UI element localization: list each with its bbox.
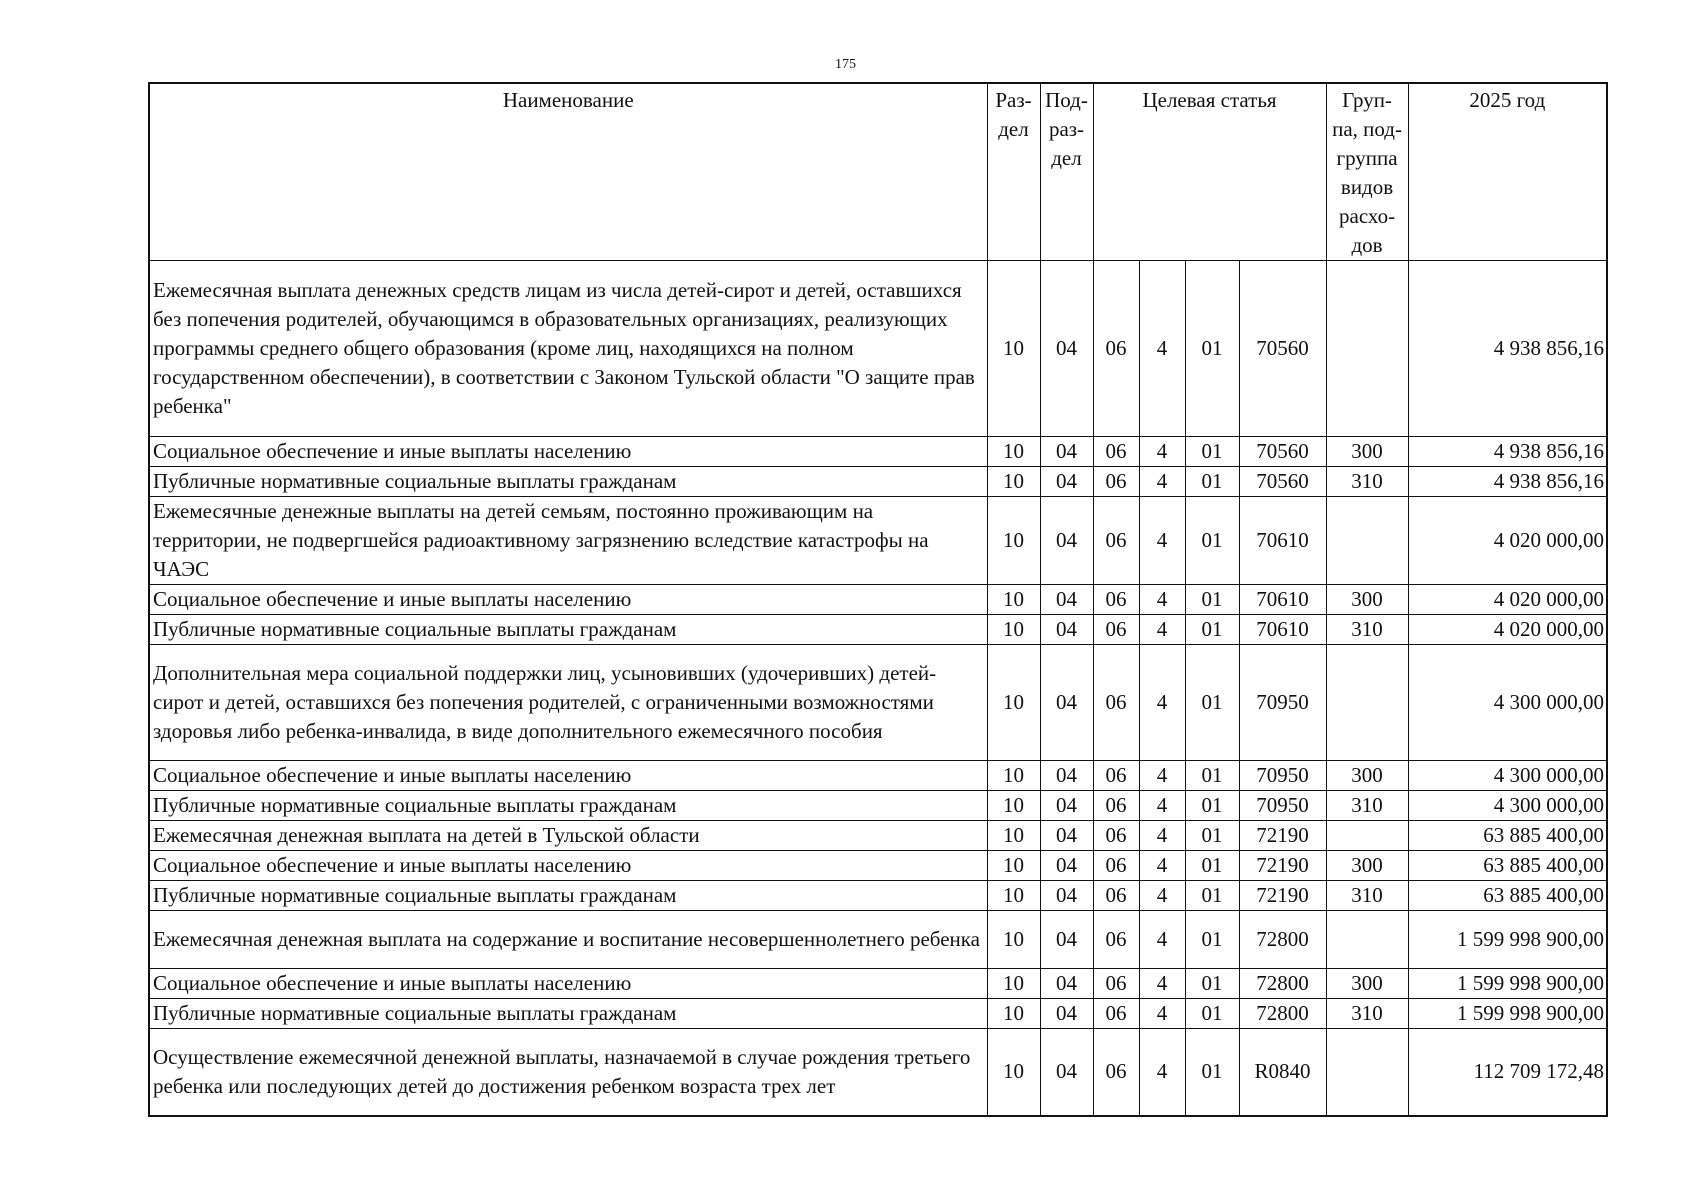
row-subsection: 04 bbox=[1040, 1029, 1093, 1116]
row-section: 10 bbox=[987, 999, 1040, 1029]
row-target-part3: 01 bbox=[1185, 969, 1239, 999]
row-section: 10 bbox=[987, 791, 1040, 821]
row-group: 300 bbox=[1326, 851, 1408, 881]
row-section: 10 bbox=[987, 969, 1040, 999]
row-name: Социальное обеспечение и иные выплаты населению bbox=[149, 585, 987, 615]
table-row bbox=[149, 437, 1607, 467]
row-amount: 4 020 000,00 bbox=[1408, 585, 1607, 615]
header-section bbox=[987, 83, 1040, 261]
row-subsection: 04 bbox=[1040, 821, 1093, 851]
row-group: 310 bbox=[1326, 615, 1408, 645]
row-target-part2: 4 bbox=[1139, 851, 1185, 881]
header-section-text: Раз- дел bbox=[995, 88, 1032, 141]
row-section: 10 bbox=[987, 851, 1040, 881]
row-target-part1: 06 bbox=[1093, 791, 1139, 821]
row-target-part1: 06 bbox=[1093, 261, 1139, 437]
row-name: Публичные нормативные социальные выплаты гражданам bbox=[149, 881, 987, 911]
row-amount: 4 938 856,16 bbox=[1408, 437, 1607, 467]
row-section: 10 bbox=[987, 821, 1040, 851]
row-group bbox=[1326, 821, 1408, 851]
row-group: 310 bbox=[1326, 881, 1408, 911]
row-target-code: 72190 bbox=[1239, 881, 1326, 911]
header-name: Наименование bbox=[149, 83, 987, 261]
row-target-part1: 06 bbox=[1093, 911, 1139, 969]
row-subsection: 04 bbox=[1040, 437, 1093, 467]
row-name: Социальное обеспечение и иные выплаты населению bbox=[149, 761, 987, 791]
row-amount: 112 709 172,48 bbox=[1408, 1029, 1607, 1116]
header-target: Целевая статья bbox=[1093, 83, 1326, 261]
row-target-part3: 01 bbox=[1185, 1029, 1239, 1116]
row-target-part3: 01 bbox=[1185, 761, 1239, 791]
table-row bbox=[149, 645, 1607, 761]
header-group bbox=[1326, 83, 1408, 261]
row-target-part3: 01 bbox=[1185, 615, 1239, 645]
row-target-part1: 06 bbox=[1093, 497, 1139, 585]
row-section: 10 bbox=[987, 881, 1040, 911]
row-amount: 4 020 000,00 bbox=[1408, 615, 1607, 645]
table-body bbox=[149, 261, 1607, 1116]
row-target-part3: 01 bbox=[1185, 437, 1239, 467]
row-target-part1: 06 bbox=[1093, 585, 1139, 615]
row-group bbox=[1326, 645, 1408, 761]
row-target-part2: 4 bbox=[1139, 999, 1185, 1029]
header-group-text: Груп- па, под- группа видов расхо- дов bbox=[1332, 88, 1402, 257]
row-target-code: 72800 bbox=[1239, 999, 1326, 1029]
row-name: Публичные нормативные социальные выплаты гражданам bbox=[149, 615, 987, 645]
row-target-code: 70610 bbox=[1239, 497, 1326, 585]
row-target-part1: 06 bbox=[1093, 999, 1139, 1029]
table-row bbox=[149, 467, 1607, 497]
row-name: Дополнительная мера социальной поддержки лиц, усыновивших (удочеривших) детей-сирот и детей, оставшихся без попечения родителей, с ограниченными возможностями здоровья либо ребенка-инвалида, в виде дополнительного ежемесячного пособия bbox=[149, 645, 987, 761]
row-subsection: 04 bbox=[1040, 911, 1093, 969]
row-group: 300 bbox=[1326, 761, 1408, 791]
table-row bbox=[149, 969, 1607, 999]
row-group: 310 bbox=[1326, 467, 1408, 497]
row-amount: 1 599 998 900,00 bbox=[1408, 911, 1607, 969]
table-row bbox=[149, 261, 1607, 437]
row-target-part2: 4 bbox=[1139, 791, 1185, 821]
table-row bbox=[149, 851, 1607, 881]
row-target-part2: 4 bbox=[1139, 881, 1185, 911]
row-target-part3: 01 bbox=[1185, 999, 1239, 1029]
row-target-code: 72800 bbox=[1239, 911, 1326, 969]
row-target-code: 70950 bbox=[1239, 791, 1326, 821]
row-target-code: 70560 bbox=[1239, 261, 1326, 437]
row-name: Ежемесячная выплата денежных средств лицам из числа детей-сирот и детей, оставшихся без попечения родителей, обучающимся в образовательных организациях, реализующих программы среднего общего образования (кроме лиц, находящихся на полном государственном обеспечении), в соответствии с Законом Тульской области "О защите прав ребенка" bbox=[149, 261, 987, 437]
row-amount: 4 020 000,00 bbox=[1408, 497, 1607, 585]
row-section: 10 bbox=[987, 1029, 1040, 1116]
table-row bbox=[149, 615, 1607, 645]
row-target-part2: 4 bbox=[1139, 1029, 1185, 1116]
row-subsection: 04 bbox=[1040, 851, 1093, 881]
row-amount: 4 938 856,16 bbox=[1408, 467, 1607, 497]
row-group bbox=[1326, 497, 1408, 585]
row-target-part1: 06 bbox=[1093, 1029, 1139, 1116]
row-target-part3: 01 bbox=[1185, 467, 1239, 497]
row-target-part2: 4 bbox=[1139, 437, 1185, 467]
row-target-part1: 06 bbox=[1093, 881, 1139, 911]
row-target-part1: 06 bbox=[1093, 821, 1139, 851]
table-row bbox=[149, 497, 1607, 585]
row-target-part2: 4 bbox=[1139, 911, 1185, 969]
row-amount: 4 938 856,16 bbox=[1408, 261, 1607, 437]
row-subsection: 04 bbox=[1040, 791, 1093, 821]
row-subsection: 04 bbox=[1040, 881, 1093, 911]
row-group: 300 bbox=[1326, 969, 1408, 999]
row-target-part3: 01 bbox=[1185, 881, 1239, 911]
row-amount: 1 599 998 900,00 bbox=[1408, 999, 1607, 1029]
row-subsection: 04 bbox=[1040, 645, 1093, 761]
row-group: 300 bbox=[1326, 437, 1408, 467]
row-target-part2: 4 bbox=[1139, 821, 1185, 851]
row-amount: 4 300 000,00 bbox=[1408, 645, 1607, 761]
table-row bbox=[149, 881, 1607, 911]
row-target-part1: 06 bbox=[1093, 467, 1139, 497]
row-name: Публичные нормативные социальные выплаты гражданам bbox=[149, 791, 987, 821]
row-section: 10 bbox=[987, 497, 1040, 585]
row-subsection: 04 bbox=[1040, 999, 1093, 1029]
row-group: 300 bbox=[1326, 585, 1408, 615]
row-group bbox=[1326, 911, 1408, 969]
row-name: Социальное обеспечение и иные выплаты населению bbox=[149, 437, 987, 467]
row-target-part2: 4 bbox=[1139, 645, 1185, 761]
table-row bbox=[149, 585, 1607, 615]
row-target-part3: 01 bbox=[1185, 261, 1239, 437]
row-subsection: 04 bbox=[1040, 615, 1093, 645]
budget-table bbox=[148, 82, 1608, 1117]
row-target-part1: 06 bbox=[1093, 761, 1139, 791]
row-section: 10 bbox=[987, 911, 1040, 969]
table-row bbox=[149, 761, 1607, 791]
row-name: Социальное обеспечение и иные выплаты населению bbox=[149, 851, 987, 881]
row-target-part1: 06 bbox=[1093, 437, 1139, 467]
row-target-code: 70610 bbox=[1239, 585, 1326, 615]
row-section: 10 bbox=[987, 467, 1040, 497]
page-number: 175 bbox=[835, 57, 856, 72]
row-target-code: 70950 bbox=[1239, 761, 1326, 791]
row-subsection: 04 bbox=[1040, 497, 1093, 585]
row-subsection: 04 bbox=[1040, 969, 1093, 999]
row-group bbox=[1326, 261, 1408, 437]
row-target-part3: 01 bbox=[1185, 821, 1239, 851]
row-section: 10 bbox=[987, 261, 1040, 437]
table-row bbox=[149, 999, 1607, 1029]
row-target-part2: 4 bbox=[1139, 761, 1185, 791]
row-target-code: 70560 bbox=[1239, 467, 1326, 497]
header-subsection bbox=[1040, 83, 1093, 261]
row-group: 310 bbox=[1326, 999, 1408, 1029]
row-name: Ежемесячная денежная выплата на детей в Тульской области bbox=[149, 821, 987, 851]
row-name: Осуществление ежемесячной денежной выплаты, назначаемой в случае рождения третьего ребенка или последующих детей до достижения ребенком возраста трех лет bbox=[149, 1029, 987, 1116]
row-amount: 4 300 000,00 bbox=[1408, 791, 1607, 821]
row-target-part1: 06 bbox=[1093, 645, 1139, 761]
row-target-part2: 4 bbox=[1139, 615, 1185, 645]
row-amount: 63 885 400,00 bbox=[1408, 821, 1607, 851]
row-target-part3: 01 bbox=[1185, 585, 1239, 615]
table-row bbox=[149, 911, 1607, 969]
row-name: Социальное обеспечение и иные выплаты населению bbox=[149, 969, 987, 999]
row-target-code: R0840 bbox=[1239, 1029, 1326, 1116]
row-target-code: 72190 bbox=[1239, 821, 1326, 851]
row-target-part1: 06 bbox=[1093, 969, 1139, 999]
table-row bbox=[149, 821, 1607, 851]
row-subsection: 04 bbox=[1040, 467, 1093, 497]
row-target-part3: 01 bbox=[1185, 851, 1239, 881]
row-subsection: 04 bbox=[1040, 585, 1093, 615]
row-target-part2: 4 bbox=[1139, 585, 1185, 615]
row-target-part3: 01 bbox=[1185, 645, 1239, 761]
row-target-part2: 4 bbox=[1139, 467, 1185, 497]
header-row bbox=[149, 83, 1607, 261]
row-target-part2: 4 bbox=[1139, 261, 1185, 437]
header-subsection-text: Под- раз- дел bbox=[1045, 88, 1088, 170]
row-section: 10 bbox=[987, 437, 1040, 467]
row-section: 10 bbox=[987, 585, 1040, 615]
row-subsection: 04 bbox=[1040, 761, 1093, 791]
row-target-code: 72800 bbox=[1239, 969, 1326, 999]
row-target-code: 70610 bbox=[1239, 615, 1326, 645]
row-target-part3: 01 bbox=[1185, 791, 1239, 821]
row-section: 10 bbox=[987, 645, 1040, 761]
row-group bbox=[1326, 1029, 1408, 1116]
row-amount: 4 300 000,00 bbox=[1408, 761, 1607, 791]
row-section: 10 bbox=[987, 761, 1040, 791]
row-target-part3: 01 bbox=[1185, 911, 1239, 969]
row-amount: 63 885 400,00 bbox=[1408, 881, 1607, 911]
row-amount: 1 599 998 900,00 bbox=[1408, 969, 1607, 999]
row-group: 310 bbox=[1326, 791, 1408, 821]
row-target-part2: 4 bbox=[1139, 497, 1185, 585]
row-name: Публичные нормативные социальные выплаты гражданам bbox=[149, 999, 987, 1029]
row-amount: 63 885 400,00 bbox=[1408, 851, 1607, 881]
row-target-code: 70950 bbox=[1239, 645, 1326, 761]
row-name: Публичные нормативные социальные выплаты гражданам bbox=[149, 467, 987, 497]
row-target-code: 70560 bbox=[1239, 437, 1326, 467]
row-target-code: 72190 bbox=[1239, 851, 1326, 881]
row-section: 10 bbox=[987, 615, 1040, 645]
row-target-part1: 06 bbox=[1093, 615, 1139, 645]
row-subsection: 04 bbox=[1040, 261, 1093, 437]
row-target-part1: 06 bbox=[1093, 851, 1139, 881]
row-target-part3: 01 bbox=[1185, 497, 1239, 585]
table-row bbox=[149, 1029, 1607, 1116]
header-year: 2025 год bbox=[1408, 83, 1607, 261]
row-name: Ежемесячные денежные выплаты на детей семьям, постоянно проживающим на территории, не подвергшейся радиоактивному загрязнению вследствие катастрофы на ЧАЭС bbox=[149, 497, 987, 585]
table-row bbox=[149, 791, 1607, 821]
row-target-part2: 4 bbox=[1139, 969, 1185, 999]
row-name: Ежемесячная денежная выплата на содержание и воспитание несовершеннолетнего ребенка bbox=[149, 911, 987, 969]
